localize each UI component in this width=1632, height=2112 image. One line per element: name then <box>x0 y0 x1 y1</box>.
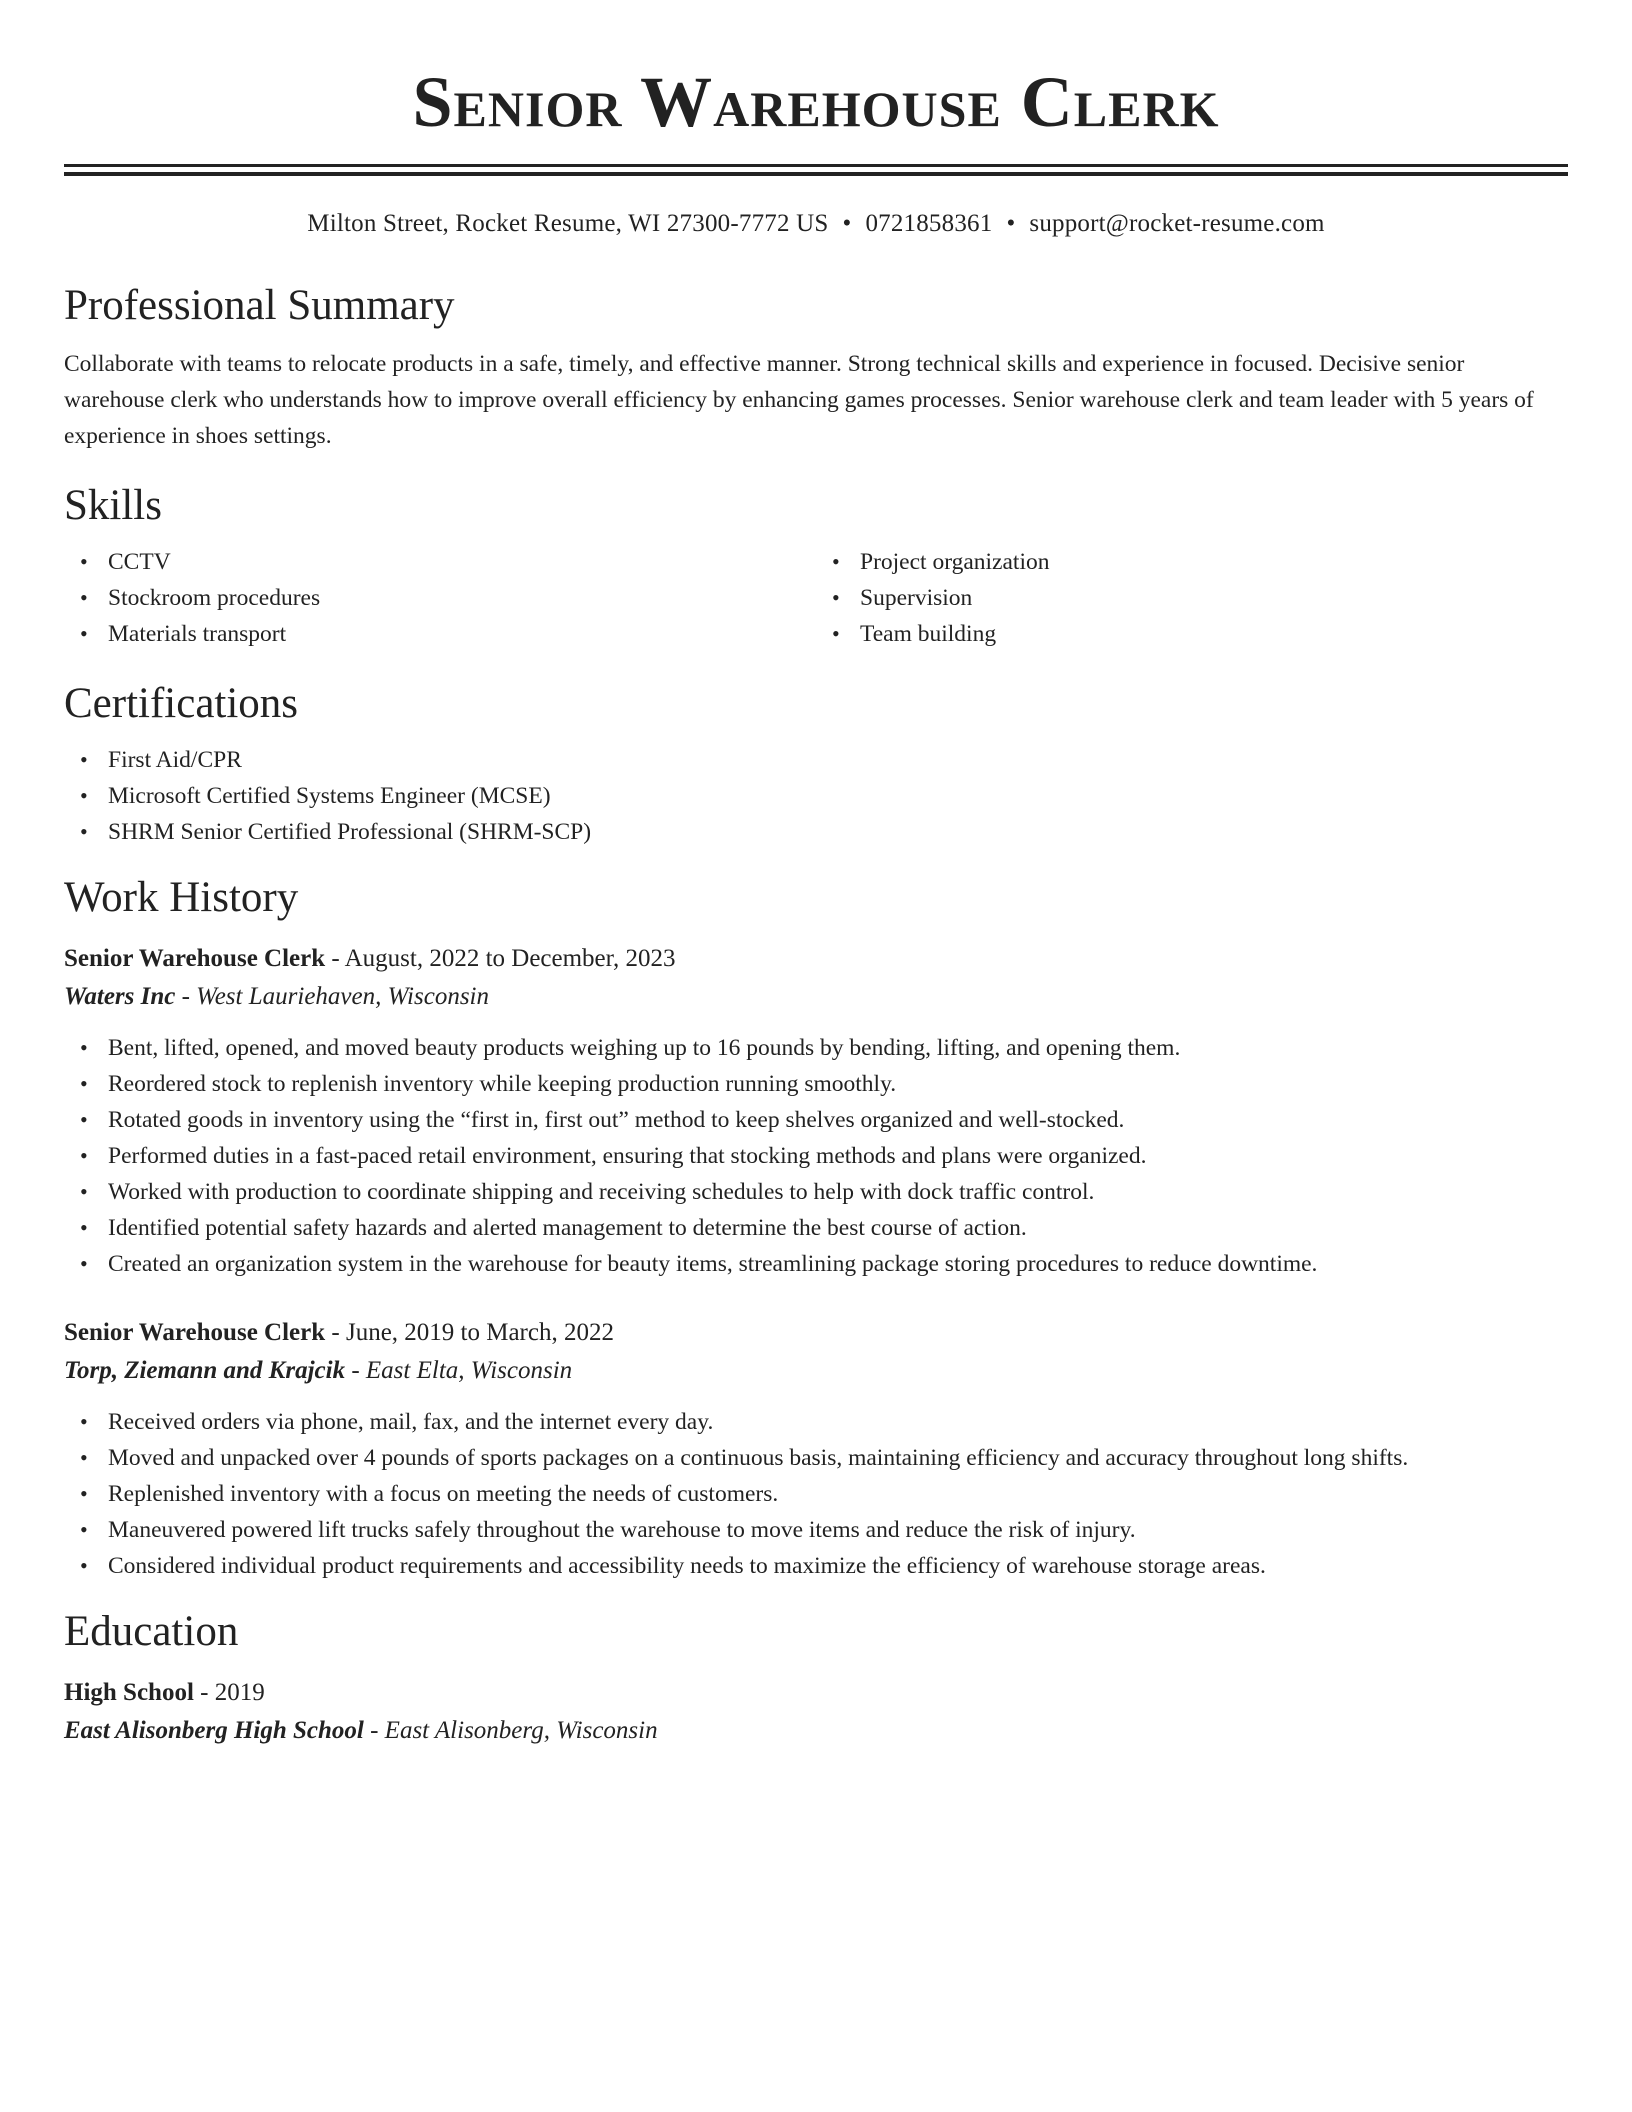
job-location: - East Elta, Wisconsin <box>345 1357 573 1384</box>
header-double-rule <box>64 164 1568 176</box>
job-entry <box>64 940 1568 1282</box>
skill-item: • CCTV <box>108 544 816 580</box>
job-duties-list <box>64 1030 1568 1282</box>
contact-separator: • <box>842 210 852 237</box>
contact-separator: • <box>1006 210 1016 237</box>
job-location: - West Lauriehaven, Wisconsin <box>175 983 489 1010</box>
section-title-summary: Professional Summary <box>64 282 455 329</box>
duty-item: • Reordered stock to replenish inventory while keeping production running smoothly. <box>108 1066 1568 1102</box>
resume-name: Senior Warehouse Clerk <box>412 62 1220 142</box>
certification-item: • SHRM Senior Certified Professional (SHRM-SCP) <box>108 814 1568 850</box>
job-role: Senior Warehouse Clerk <box>64 945 326 972</box>
section-title-skills: Skills <box>64 482 162 529</box>
duty-item: • Rotated goods in inventory using the “first in, first out” method to keep shelves organized and well-stocked. <box>108 1102 1568 1138</box>
skill-item: • Materials transport <box>108 616 816 652</box>
skills-list-left <box>64 544 816 652</box>
job-duties-list <box>64 1404 1568 1584</box>
duty-item: • Performed duties in a fast-paced retail environment, ensuring that stocking methods and plans were organized. <box>108 1138 1568 1174</box>
job-dates: - June, 2019 to March, 2022 <box>325 1319 614 1346</box>
job-dates: - August, 2022 to December, 2023 <box>325 945 676 972</box>
duty-item: • Received orders via phone, mail, fax, and the internet every day. <box>108 1404 1568 1440</box>
education-school-line <box>64 1712 1568 1750</box>
job-company: Torp, Ziemann and Krajcik <box>64 1357 346 1384</box>
certification-item: • First Aid/CPR <box>108 742 1568 778</box>
duty-item: • Worked with production to coordinate shipping and receiving schedules to help with dock traffic control. <box>108 1174 1568 1210</box>
certifications-list <box>64 742 1568 850</box>
skill-item: • Supervision <box>860 580 1568 616</box>
duty-item: • Created an organization system in the warehouse for beauty items, streamlining package storing procedures to reduce downtime. <box>108 1246 1568 1282</box>
education-location: - East Alisonberg, Wisconsin <box>363 1717 658 1744</box>
job-title-line <box>64 1314 1568 1352</box>
contact-address: Milton Street, Rocket Resume, WI 27300-7772 US <box>307 210 829 237</box>
job-role: Senior Warehouse Clerk <box>64 1319 326 1346</box>
duty-item: • Replenished inventory with a focus on meeting the needs of customers. <box>108 1476 1568 1512</box>
skill-item: • Project organization <box>860 544 1568 580</box>
skills-list-right <box>816 544 1568 652</box>
summary-text: Collaborate with teams to relocate products in a safe, timely, and effective manner. Strong technical skills and experience in focused. Decisive senior warehouse clerk who understands how to improve overall efficiency by enhancing games processes. Senior warehouse clerk and team leader with 5 years of experience in shoes settings. <box>64 351 1534 449</box>
duty-item: • Considered individual product requirements and accessibility needs to maximize the efficiency of warehouse storage areas. <box>108 1548 1568 1584</box>
duty-item: • Identified potential safety hazards and alerted management to determine the best course of action. <box>108 1210 1568 1246</box>
duty-item: • Moved and unpacked over 4 pounds of sports packages on a continuous basis, maintaining efficiency and accuracy throughout long shifts. <box>108 1440 1568 1476</box>
contact-phone: 0721858361 <box>865 210 993 237</box>
skill-item: • Stockroom procedures <box>108 580 816 616</box>
education-school: East Alisonberg High School <box>64 1717 364 1744</box>
job-company: Waters Inc <box>64 983 176 1010</box>
certification-item: • Microsoft Certified Systems Engineer (MCSE) <box>108 778 1568 814</box>
section-title-work-history: Work History <box>64 874 299 921</box>
duty-item: • Maneuvered powered lift trucks safely throughout the warehouse to move items and reduce the risk of injury. <box>108 1512 1568 1548</box>
section-title-certifications: Certifications <box>64 680 299 727</box>
education-degree: High School <box>64 1679 194 1706</box>
skills-columns <box>64 544 1568 652</box>
job-company-line <box>64 978 1568 1016</box>
job-title-line <box>64 940 1568 978</box>
section-title-education: Education <box>64 1608 239 1655</box>
education-degree-line <box>64 1674 1568 1712</box>
education-year: - 2019 <box>193 1679 265 1706</box>
contact-email: support@rocket-resume.com <box>1029 210 1325 237</box>
skill-item: • Team building <box>860 616 1568 652</box>
contact-line <box>64 208 1568 240</box>
duty-item: • Bent, lifted, opened, and moved beauty products weighing up to 16 pounds by bending, lifting, and opening them. <box>108 1030 1568 1066</box>
job-company-line <box>64 1352 1568 1390</box>
job-entry <box>64 1314 1568 1584</box>
